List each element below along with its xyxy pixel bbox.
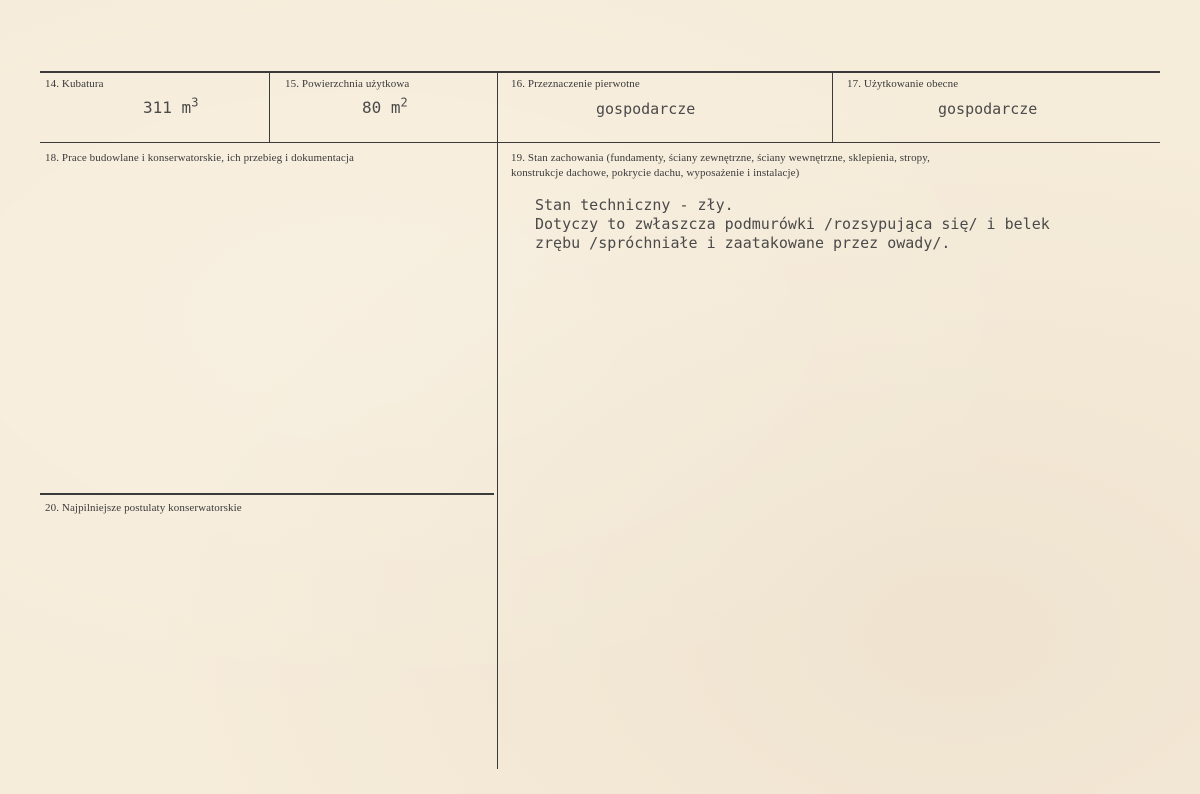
row-divider: [40, 142, 1160, 143]
area-number: 80: [362, 98, 382, 117]
field-17-label: 17. Użytkowanie obecne: [847, 78, 959, 90]
field-17-value: gospodarcze: [938, 100, 1038, 118]
typed-line-3: zrębu /spróchniałe i zaatakowane przez owady/.: [535, 234, 951, 252]
col-divider-15-16: [497, 73, 498, 769]
area-unit: m: [390, 98, 401, 117]
field-20-label: 20. Najpilniejsze postulaty konserwatorskie: [45, 502, 242, 514]
section-divider-18-20: [40, 493, 494, 495]
field-19-typed-text: [535, 196, 1050, 253]
field-19-label-line1: 19. Stan zachowania (fundamenty, ściany zewnętrzne, ściany wewnętrzne, sklepienia, stropy,: [511, 152, 931, 164]
field-19-label-line2: konstrukcje dachowe, pokrycie dachu, wyposażenie i instalacje): [511, 167, 800, 179]
typed-line-1: Stan techniczny - zły.: [535, 196, 734, 214]
field-15-label: 15. Powierzchnia użytkowa: [285, 78, 410, 90]
field-14-value: [143, 95, 199, 117]
area-exponent: 2: [400, 95, 408, 110]
field-15-value: [362, 95, 408, 117]
field-14-label: 14. Kubatura: [45, 78, 104, 90]
typed-line-2: Dotyczy to zwłaszcza podmurówki /rozsypująca się/ i belek: [535, 215, 1050, 233]
col-divider-14-15: [269, 73, 270, 142]
field-16-label: 16. Przeznaczenie pierwotne: [511, 78, 640, 90]
kubatura-unit: m: [181, 98, 192, 117]
kubatura-number: 311: [143, 98, 172, 117]
field-16-value: gospodarcze: [596, 100, 696, 118]
field-18-label: 18. Prace budowlane i konserwatorskie, ich przebieg i dokumentacja: [45, 152, 354, 164]
kubatura-exponent: 3: [191, 95, 199, 110]
col-divider-16-17: [832, 73, 833, 142]
top-rule: [40, 71, 1160, 73]
